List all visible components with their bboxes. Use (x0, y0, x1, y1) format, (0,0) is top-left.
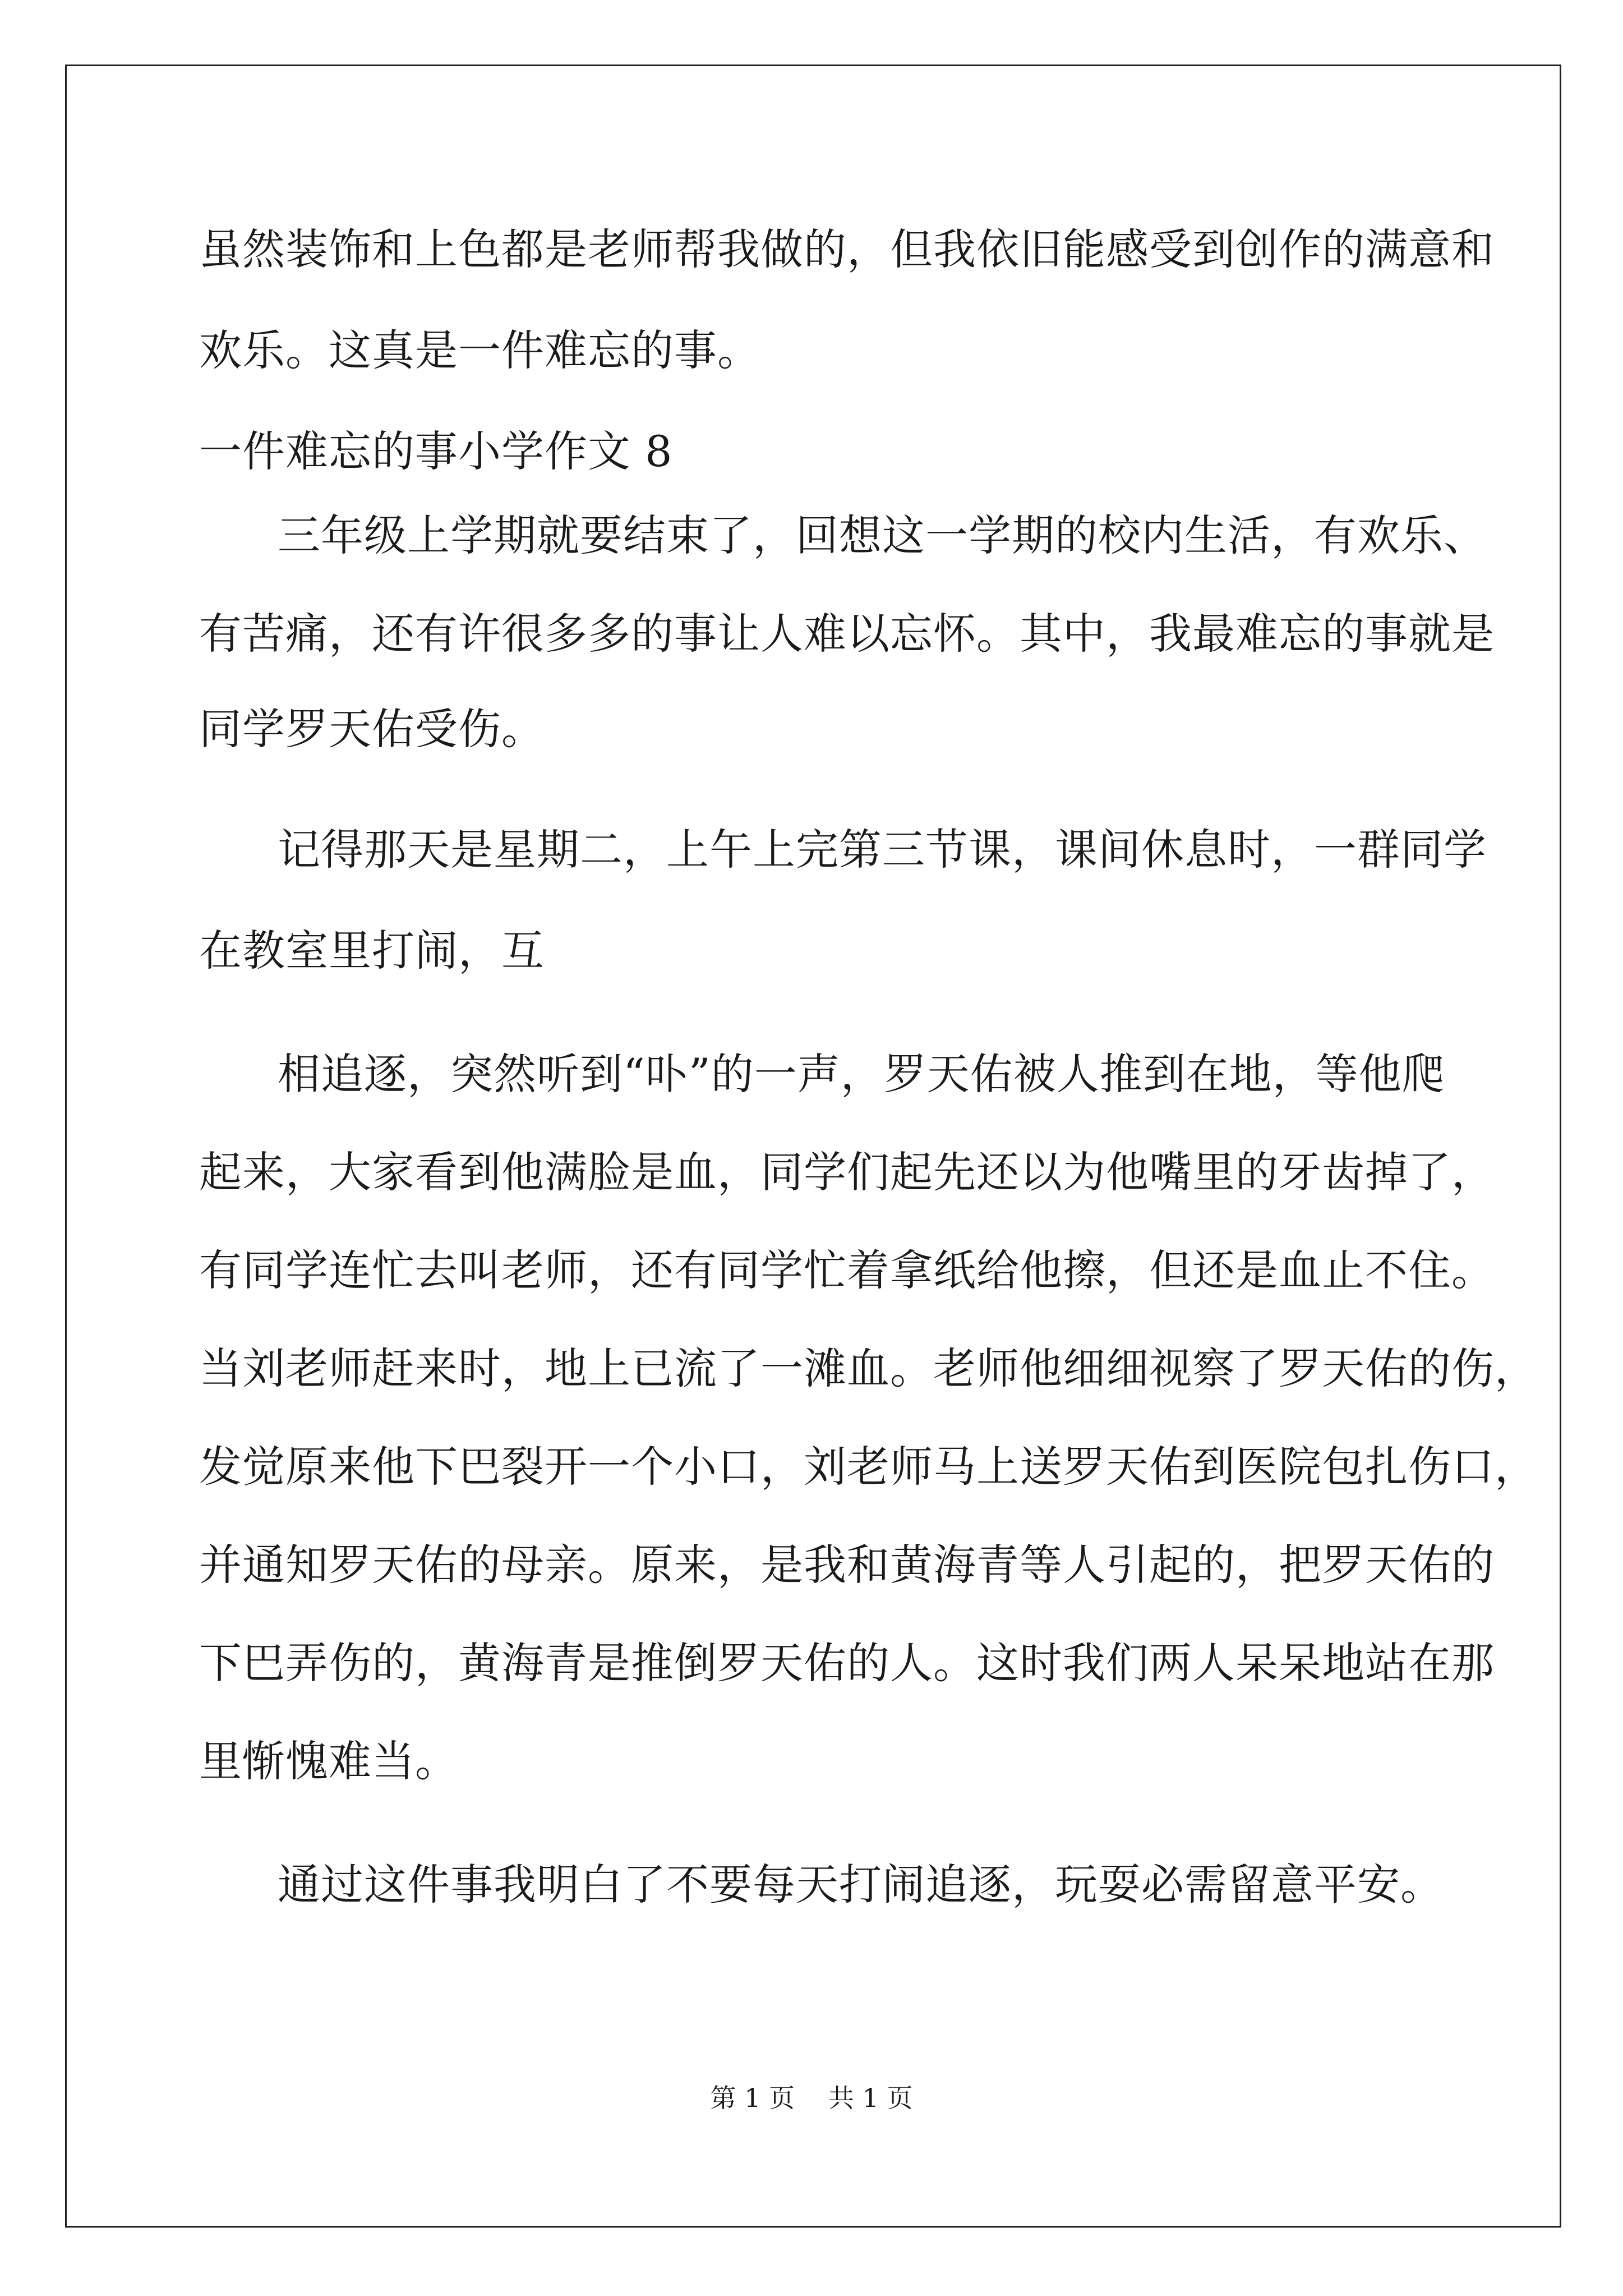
text-line: 里惭愧难当。 (199, 1736, 458, 1786)
text-line: 起来，大家看到他满脸是血，同学们起先还以为他嘴里的牙齿掉了， (199, 1147, 1495, 1197)
section-heading: 一件难忘的事小学作文 8 (199, 426, 673, 476)
text-line: 虽然装饰和上色都是老师帮我做的，但我依旧能感受到创作的满意和 (199, 224, 1495, 274)
text-line: 三年级上学期就要结束了，回想这一学期的校内生活，有欢乐、 (278, 510, 1487, 560)
page-footer (0, 2081, 1623, 2115)
text-line: 下巴弄伤的，黄海青是推倒罗天佑的人。这时我们两人呆呆地站在那 (199, 1638, 1495, 1688)
text-line: 在教室里打闹，互 (199, 926, 545, 976)
text-line: 欢乐。这真是一件难忘的事。 (199, 325, 760, 375)
page-number: 第 1 页 (710, 2083, 795, 2113)
page-total: 共 1 页 (828, 2083, 913, 2113)
text-line: 通过这件事我明白了不要每天打闹追逐，玩耍必需留意平安。 (278, 1860, 1444, 1910)
text-line: 并通知罗天佑的母亲。原来，是我和黄海青等人引起的，把罗天佑的 (199, 1540, 1495, 1590)
text-line: 相追逐，突然听到“卟”的一声，罗天佑被人推到在地，等他爬 (278, 1049, 1445, 1099)
text-line: 有苦痛，还有许很多多的事让人难以忘怀。其中，我最难忘的事就是 (199, 609, 1495, 659)
text-line: 有同学连忙去叫老师，还有同学忙着拿纸给他擦，但还是血止不住。 (199, 1245, 1495, 1295)
text-line: 当刘老师赶来时，地上已流了一滩血。老师他细细视察了罗天佑的伤， (199, 1343, 1538, 1393)
text-line: 记得那天是星期二，上午上完第三节课，课间休息时，一群同学 (278, 825, 1487, 875)
text-line: 同学罗天佑受伤。 (199, 704, 545, 754)
text-line: 发觉原来他下巴裂开一个小口，刘老师马上送罗天佑到医院包扎伤口， (199, 1442, 1538, 1492)
